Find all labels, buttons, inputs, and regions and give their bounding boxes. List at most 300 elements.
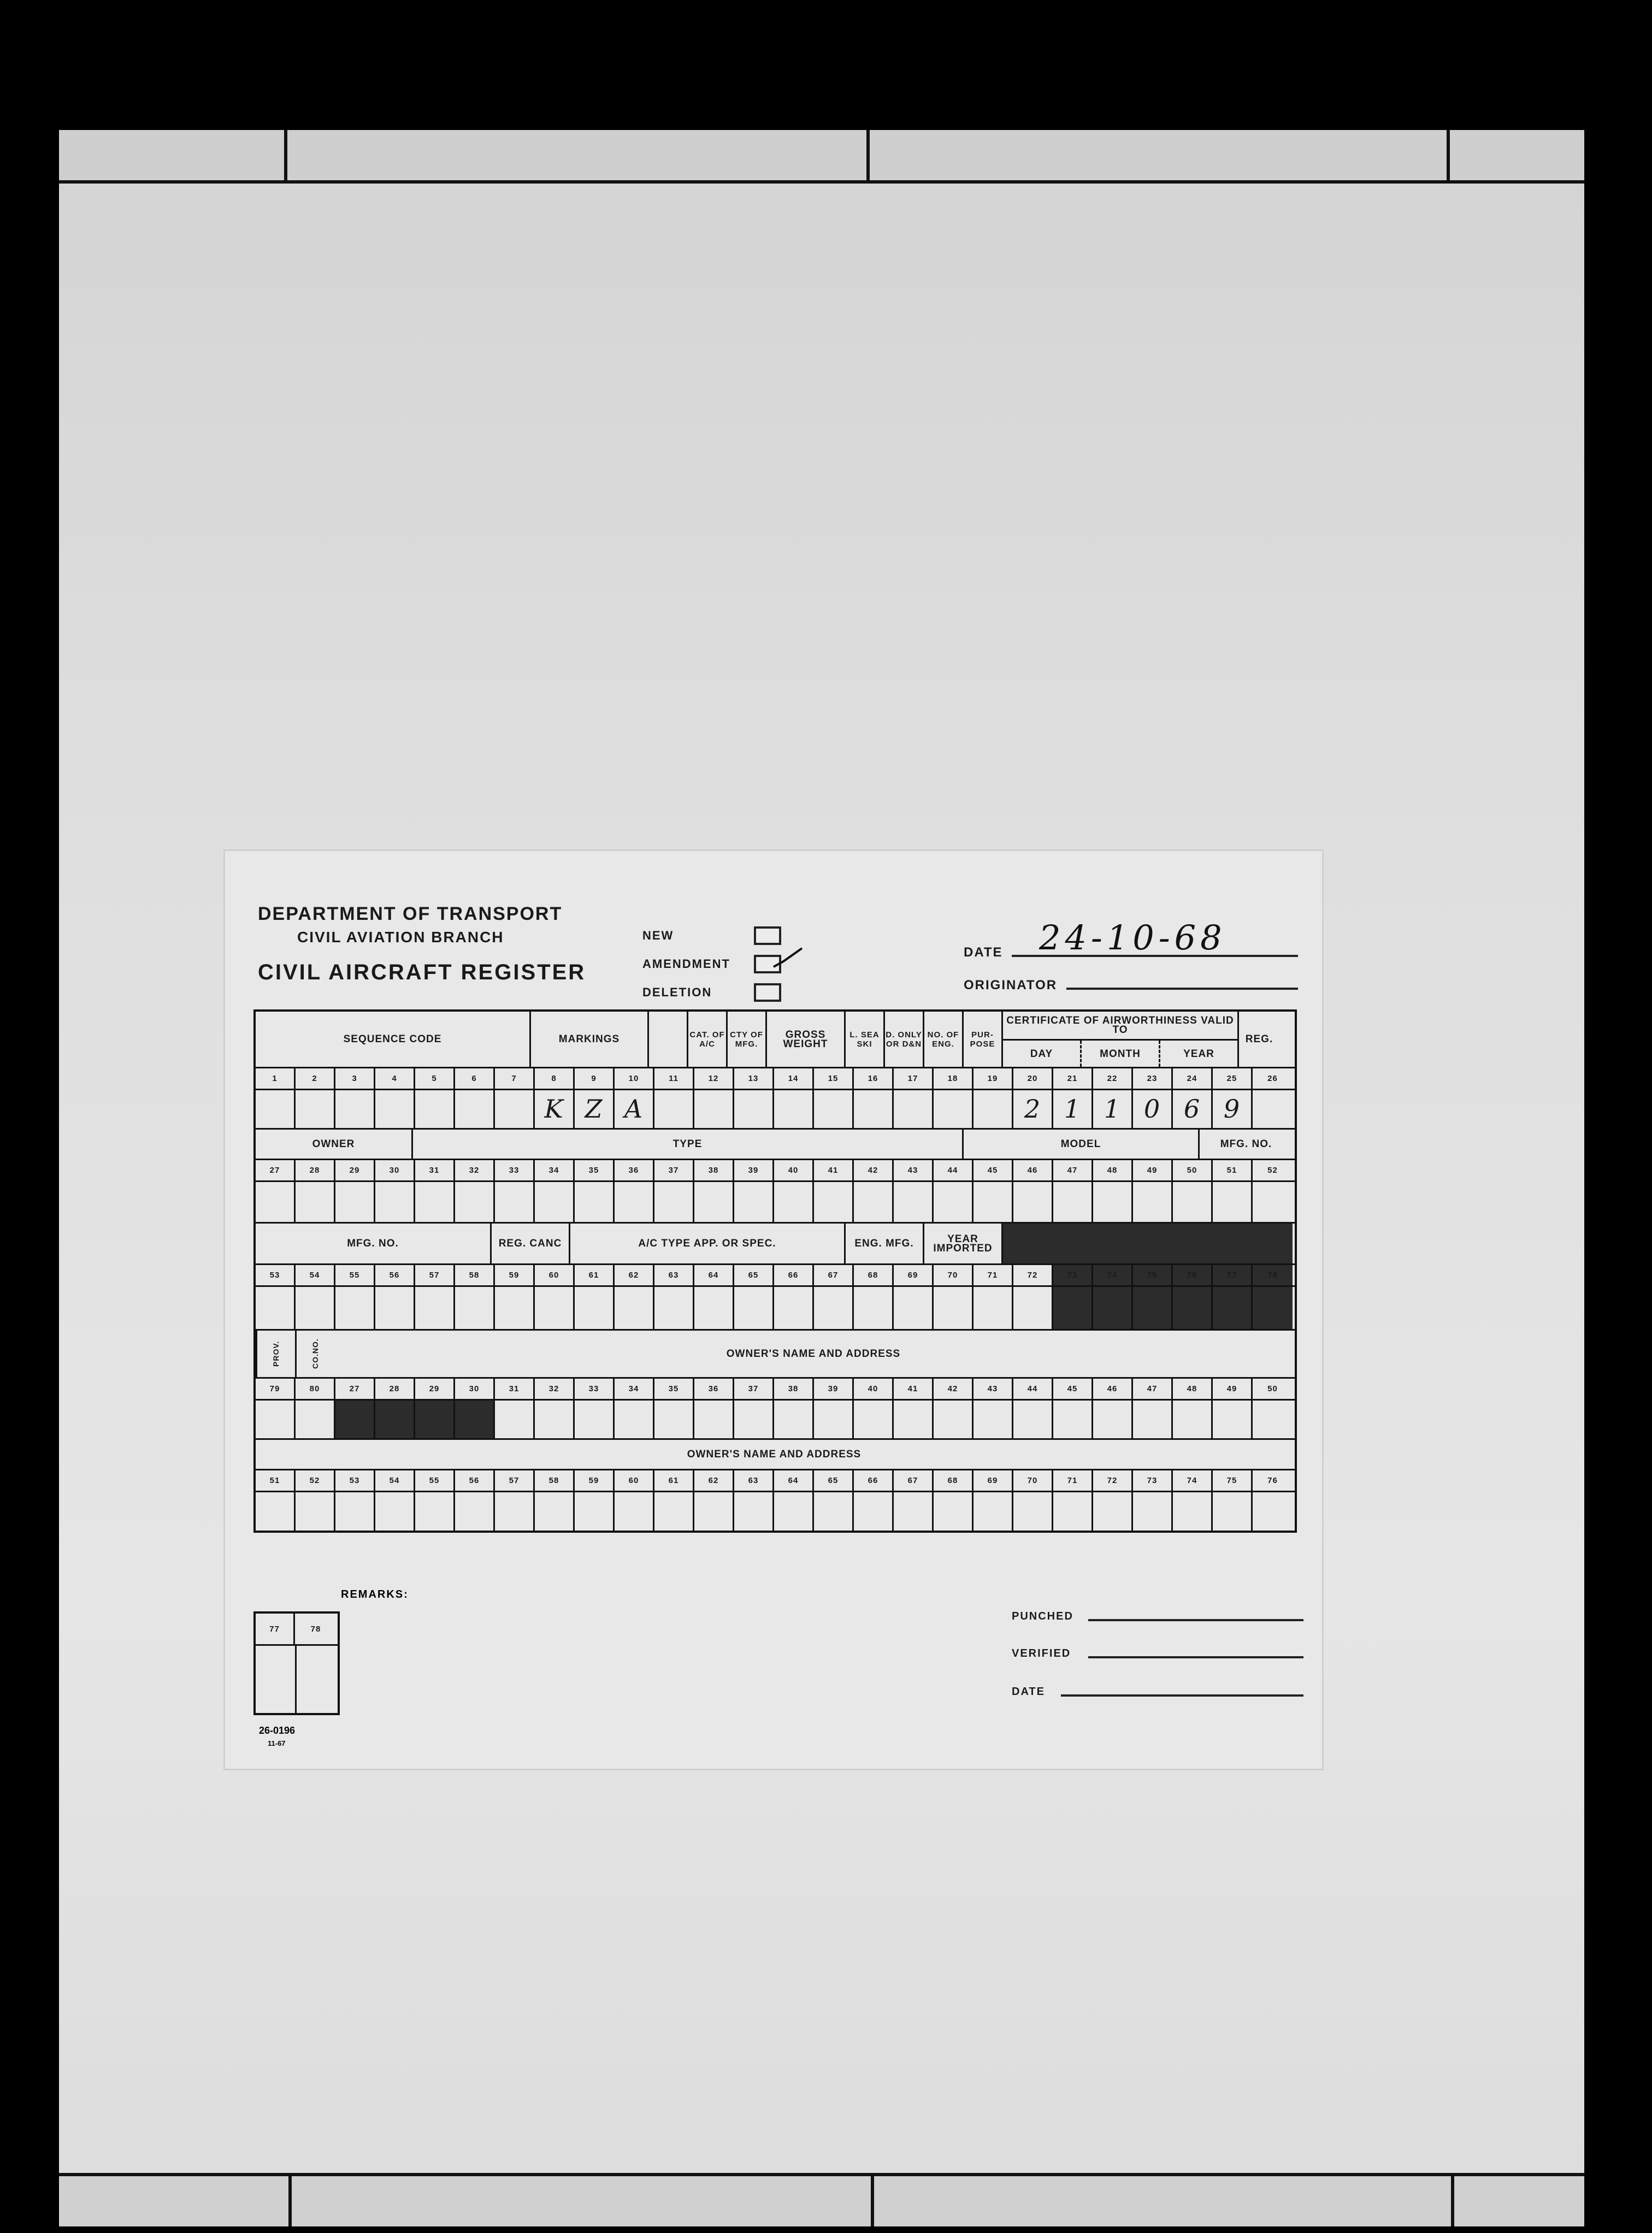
- column-number: 40: [774, 1160, 814, 1180]
- entry-cell[interactable]: [894, 1182, 934, 1222]
- remarks-box: [253, 1611, 340, 1715]
- column-number: 73: [1133, 1470, 1173, 1491]
- entry-cell[interactable]: [1213, 1401, 1253, 1438]
- entry-cell[interactable]: [974, 1182, 1013, 1222]
- form-title: CIVIL AIRCRAFT REGISTER: [258, 960, 586, 984]
- register-grid: [253, 1009, 1297, 1533]
- frame-divider: [284, 130, 287, 180]
- entry-cell[interactable]: [296, 1090, 335, 1128]
- entry-cell[interactable]: [335, 1492, 375, 1531]
- cert-year-header: YEAR: [1183, 1048, 1214, 1060]
- column-number: 8: [535, 1068, 575, 1089]
- entry-cell[interactable]: [455, 1182, 495, 1222]
- entry-cell[interactable]: [894, 1492, 934, 1531]
- entry-cell[interactable]: [455, 1287, 495, 1329]
- verified-line[interactable]: [1088, 1656, 1303, 1658]
- entry-cell[interactable]: [375, 1182, 415, 1222]
- remarks-entry-77[interactable]: [256, 1646, 297, 1715]
- column-number: 18: [934, 1068, 974, 1089]
- grid-row-header-2: [256, 1130, 1295, 1160]
- type-header: TYPE: [413, 1130, 964, 1159]
- verified-label: VERIFIED: [1012, 1647, 1071, 1659]
- entry-cell[interactable]: [974, 1090, 1013, 1128]
- column-number: 46: [1013, 1160, 1053, 1180]
- column-number: 36: [615, 1160, 654, 1180]
- entry-cell[interactable]: 2: [1013, 1090, 1053, 1128]
- column-number: 65: [734, 1265, 774, 1285]
- microfilm-page: [59, 130, 1584, 2226]
- originator-label: ORIGINATOR: [964, 978, 1058, 993]
- column-number: 33: [495, 1160, 535, 1180]
- entry-cell[interactable]: [814, 1492, 854, 1531]
- column-number: 47: [1053, 1160, 1093, 1180]
- frame-divider: [1447, 130, 1450, 180]
- entry-cell[interactable]: A: [615, 1090, 654, 1128]
- column-number: 62: [694, 1470, 734, 1491]
- column-number: 49: [1133, 1160, 1173, 1180]
- entry-cell[interactable]: [415, 1401, 455, 1438]
- column-number: 36: [694, 1379, 734, 1399]
- entry-cell[interactable]: [296, 1401, 335, 1438]
- grid-row-entry-2: [256, 1182, 1295, 1224]
- remarks-col-78: 78: [310, 1624, 321, 1634]
- entry-cell[interactable]: [495, 1287, 535, 1329]
- column-number: 80: [296, 1379, 335, 1399]
- entry-cell[interactable]: [575, 1182, 615, 1222]
- column-number: 45: [1053, 1379, 1093, 1399]
- column-number: 47: [1133, 1379, 1173, 1399]
- entry-cell[interactable]: [894, 1287, 934, 1329]
- grid-row-entry-3: [256, 1287, 1295, 1331]
- grid-row-header-3: [256, 1224, 1295, 1265]
- column-number: 11: [654, 1068, 694, 1089]
- branch-heading: CIVIL AVIATION BRANCH: [297, 929, 504, 946]
- purpose-header: PUR- POSE: [964, 1012, 1003, 1067]
- column-number: 69: [894, 1265, 934, 1285]
- column-number: 28: [296, 1160, 335, 1180]
- column-number: 79: [256, 1379, 296, 1399]
- entry-cell[interactable]: [774, 1287, 814, 1329]
- deletion-checkbox[interactable]: [754, 983, 781, 1002]
- entry-cell[interactable]: [654, 1090, 694, 1128]
- column-number: 31: [415, 1160, 455, 1180]
- new-checkbox[interactable]: [754, 926, 781, 945]
- grid-row-numbers-5: [256, 1470, 1295, 1492]
- entry-cell[interactable]: [1213, 1182, 1253, 1222]
- grid-row-numbers-1: [256, 1068, 1295, 1090]
- entry-cell[interactable]: [1173, 1182, 1213, 1222]
- entry-cell[interactable]: [854, 1090, 894, 1128]
- column-number: 60: [535, 1265, 575, 1285]
- column-number: 33: [575, 1379, 615, 1399]
- column-number: 71: [974, 1265, 1013, 1285]
- entry-cell[interactable]: [934, 1287, 974, 1329]
- column-number: 49: [1213, 1379, 1253, 1399]
- entry-cell[interactable]: [654, 1182, 694, 1222]
- entry-cell[interactable]: [814, 1401, 854, 1438]
- entry-cell[interactable]: [814, 1287, 854, 1329]
- column-number: 43: [974, 1379, 1013, 1399]
- entry-cell[interactable]: [734, 1090, 774, 1128]
- column-number: 54: [375, 1470, 415, 1491]
- entry-cell[interactable]: Z: [575, 1090, 615, 1128]
- entry-cell[interactable]: [296, 1287, 335, 1329]
- entry-cell[interactable]: [694, 1401, 734, 1438]
- shaded-block: [1003, 1224, 1293, 1263]
- column-number: 37: [654, 1160, 694, 1180]
- column-number: 10: [615, 1068, 654, 1089]
- entry-cell[interactable]: [535, 1401, 575, 1438]
- column-number: 61: [575, 1265, 615, 1285]
- column-number: 34: [615, 1379, 654, 1399]
- column-number: 76: [1173, 1265, 1213, 1285]
- column-number: 46: [1093, 1379, 1133, 1399]
- column-number: 73: [1053, 1265, 1093, 1285]
- owner-name-address-header: OWNER'S NAME AND ADDRESS: [726, 1348, 901, 1360]
- entry-cell[interactable]: [894, 1401, 934, 1438]
- grid-row-numbers-2: [256, 1160, 1295, 1182]
- column-number: 71: [1053, 1470, 1093, 1491]
- grid-row-entry-1: [256, 1090, 1295, 1130]
- column-number: 12: [694, 1068, 734, 1089]
- entry-cell[interactable]: [1173, 1287, 1213, 1329]
- entry-cell[interactable]: [615, 1182, 654, 1222]
- entry-cell[interactable]: [654, 1492, 694, 1531]
- entry-cell[interactable]: [615, 1287, 654, 1329]
- cty-header: CTY OF MFG.: [728, 1012, 767, 1067]
- column-number: 9: [575, 1068, 615, 1089]
- entry-cell[interactable]: [894, 1090, 934, 1128]
- entry-cell[interactable]: [934, 1090, 974, 1128]
- column-number: 59: [575, 1470, 615, 1491]
- entry-cell[interactable]: 1: [1053, 1090, 1093, 1128]
- entry-cell[interactable]: [335, 1182, 375, 1222]
- entry-cell[interactable]: [256, 1182, 296, 1222]
- register-card: [225, 851, 1322, 1769]
- entry-cell[interactable]: [1253, 1492, 1293, 1531]
- entry-cell[interactable]: [1053, 1401, 1093, 1438]
- column-number: 55: [335, 1265, 375, 1285]
- entry-cell[interactable]: [1053, 1287, 1093, 1329]
- entry-cell[interactable]: [1013, 1401, 1053, 1438]
- column-number: 54: [296, 1265, 335, 1285]
- column-number: 77: [1213, 1265, 1253, 1285]
- column-number: 40: [854, 1379, 894, 1399]
- entry-cell[interactable]: [974, 1401, 1013, 1438]
- column-number: 22: [1093, 1068, 1133, 1089]
- originator-line[interactable]: [1066, 988, 1298, 990]
- entry-cell[interactable]: [1133, 1401, 1173, 1438]
- top-frame-strip: [59, 130, 1584, 184]
- column-number: 16: [854, 1068, 894, 1089]
- entry-cell[interactable]: [694, 1287, 734, 1329]
- column-number: 48: [1173, 1379, 1213, 1399]
- entry-cell[interactable]: [854, 1492, 894, 1531]
- entry-cell[interactable]: [575, 1401, 615, 1438]
- entry-cell[interactable]: [694, 1182, 734, 1222]
- column-number: 72: [1013, 1265, 1053, 1285]
- bottom-frame-strip: [59, 2173, 1584, 2226]
- entry-cell[interactable]: [256, 1401, 296, 1438]
- entry-cell[interactable]: [814, 1090, 854, 1128]
- cat-header: CAT. OF A/C: [688, 1012, 728, 1067]
- entry-cell[interactable]: 1: [1093, 1090, 1133, 1128]
- prov-header: PROV.: [256, 1331, 295, 1377]
- entry-cell[interactable]: [1053, 1182, 1093, 1222]
- entry-cell[interactable]: [415, 1090, 455, 1128]
- column-number: 24: [1173, 1068, 1213, 1089]
- entry-cell[interactable]: [854, 1182, 894, 1222]
- entry-cell[interactable]: [335, 1401, 375, 1438]
- entry-cell[interactable]: [535, 1287, 575, 1329]
- column-number: 38: [774, 1379, 814, 1399]
- column-number: 56: [455, 1470, 495, 1491]
- entry-cell[interactable]: [854, 1401, 894, 1438]
- type-app-header: A/C TYPE APP. OR SPEC.: [570, 1224, 846, 1263]
- amendment-option-label: AMENDMENT: [642, 957, 730, 971]
- column-number: 35: [575, 1160, 615, 1180]
- column-number: 7: [495, 1068, 535, 1089]
- entry-cell[interactable]: [1253, 1090, 1293, 1128]
- entry-cell[interactable]: [1213, 1492, 1253, 1531]
- entry-cell[interactable]: [774, 1401, 814, 1438]
- column-number: 60: [615, 1470, 654, 1491]
- entry-cell[interactable]: [1093, 1492, 1133, 1531]
- column-number: 57: [415, 1265, 455, 1285]
- entry-cell[interactable]: [575, 1492, 615, 1531]
- column-number: 55: [415, 1470, 455, 1491]
- entry-cell[interactable]: [934, 1492, 974, 1531]
- entry-cell[interactable]: 6: [1173, 1090, 1213, 1128]
- reg-canc-header: REG. CANC: [492, 1224, 570, 1263]
- entry-cell[interactable]: [1213, 1287, 1253, 1329]
- entry-cell[interactable]: [335, 1287, 375, 1329]
- column-number: 63: [734, 1470, 774, 1491]
- entry-cell[interactable]: [774, 1182, 814, 1222]
- entry-cell[interactable]: [1173, 1492, 1213, 1531]
- column-number: 58: [535, 1470, 575, 1491]
- column-number: 68: [854, 1265, 894, 1285]
- column-number: 1: [256, 1068, 296, 1089]
- column-number: 57: [495, 1470, 535, 1491]
- cert-month-header: MONTH: [1082, 1041, 1160, 1067]
- frame-divider: [866, 130, 870, 180]
- column-number: 28: [375, 1379, 415, 1399]
- column-number: 45: [974, 1160, 1013, 1180]
- entry-cell[interactable]: [1093, 1401, 1133, 1438]
- entry-cell[interactable]: [375, 1492, 415, 1531]
- entry-cell[interactable]: [535, 1182, 575, 1222]
- entry-cell[interactable]: [694, 1492, 734, 1531]
- entry-cell[interactable]: [974, 1287, 1013, 1329]
- entry-cell[interactable]: [296, 1182, 335, 1222]
- footer-date-line[interactable]: [1061, 1694, 1303, 1697]
- entry-cell[interactable]: [1173, 1401, 1213, 1438]
- column-number: 34: [535, 1160, 575, 1180]
- entry-cell[interactable]: [455, 1401, 495, 1438]
- column-number: 53: [335, 1470, 375, 1491]
- co-no-header: CO.NO.: [295, 1331, 334, 1377]
- entry-cell[interactable]: [1133, 1287, 1173, 1329]
- entry-cell[interactable]: [495, 1090, 535, 1128]
- date-label: DATE: [964, 945, 1003, 960]
- entry-cell[interactable]: [455, 1090, 495, 1128]
- deletion-option-label: DELETION: [642, 985, 712, 999]
- entry-cell[interactable]: [934, 1401, 974, 1438]
- entry-cell[interactable]: [1133, 1492, 1173, 1531]
- entry-cell[interactable]: [814, 1182, 854, 1222]
- column-number: 74: [1173, 1470, 1213, 1491]
- cert-header: [1003, 1012, 1239, 1067]
- column-number: 61: [654, 1470, 694, 1491]
- form-revision-date: 11-67: [268, 1739, 286, 1747]
- column-number: 64: [694, 1265, 734, 1285]
- owner-name-address-header-2: OWNER'S NAME AND ADDRESS: [687, 1449, 862, 1460]
- column-number: 25: [1213, 1068, 1253, 1089]
- entry-cell[interactable]: [575, 1287, 615, 1329]
- entry-cell[interactable]: [375, 1287, 415, 1329]
- entry-cell[interactable]: [1253, 1401, 1293, 1438]
- entry-cell[interactable]: [256, 1090, 296, 1128]
- entry-cell[interactable]: [734, 1492, 774, 1531]
- column-number: 67: [814, 1265, 854, 1285]
- entry-cell[interactable]: [495, 1182, 535, 1222]
- entry-cell[interactable]: [1093, 1287, 1133, 1329]
- column-number: 52: [1267, 1166, 1278, 1175]
- entry-cell[interactable]: [734, 1401, 774, 1438]
- entry-cell[interactable]: [1133, 1182, 1173, 1222]
- column-number: 50: [1173, 1160, 1213, 1180]
- cert-title: CERTIFICATE OF AIRWORTHINESS VALID TO: [1003, 1012, 1237, 1041]
- column-number: 70: [934, 1265, 974, 1285]
- footer-date-label: DATE: [1012, 1686, 1045, 1698]
- form-number: 26-0196: [259, 1725, 296, 1736]
- entry-cell[interactable]: [256, 1492, 296, 1531]
- grid-row-header-1: [256, 1012, 1295, 1068]
- column-number: 42: [854, 1160, 894, 1180]
- entry-cell[interactable]: [495, 1401, 535, 1438]
- column-number: 51: [1213, 1160, 1253, 1180]
- column-number: 20: [1013, 1068, 1053, 1089]
- column-number: 58: [455, 1265, 495, 1285]
- entry-cell[interactable]: [774, 1090, 814, 1128]
- column-number: 38: [694, 1160, 734, 1180]
- column-number: 75: [1133, 1265, 1173, 1285]
- column-number: 41: [814, 1160, 854, 1180]
- column-number: 66: [854, 1470, 894, 1491]
- owner-header: OWNER: [256, 1130, 413, 1159]
- mfg-no-header-2: MFG. NO.: [256, 1224, 492, 1263]
- check-mark-icon: [771, 945, 804, 972]
- entry-cell[interactable]: [934, 1182, 974, 1222]
- d-only-header: D. ONLY OR D&N: [885, 1012, 924, 1067]
- entry-cell[interactable]: [535, 1492, 575, 1531]
- entry-cell[interactable]: [1013, 1182, 1053, 1222]
- column-number: 65: [814, 1470, 854, 1491]
- column-number: 63: [654, 1265, 694, 1285]
- date-value[interactable]: 24-10-68: [1039, 918, 1226, 958]
- entry-cell[interactable]: [415, 1492, 455, 1531]
- column-number: 70: [1013, 1470, 1053, 1491]
- column-number: 50: [1267, 1384, 1278, 1393]
- entry-cell[interactable]: [1053, 1492, 1093, 1531]
- entry-cell[interactable]: K: [535, 1090, 575, 1128]
- entry-cell[interactable]: [375, 1401, 415, 1438]
- entry-cell[interactable]: [415, 1287, 455, 1329]
- entry-cell[interactable]: [974, 1492, 1013, 1531]
- entry-cell[interactable]: [1013, 1492, 1053, 1531]
- entry-cell[interactable]: [495, 1492, 535, 1531]
- entry-cell[interactable]: [1253, 1287, 1293, 1329]
- entry-cell[interactable]: [375, 1090, 415, 1128]
- column-number: 21: [1053, 1068, 1093, 1089]
- entry-cell[interactable]: [455, 1492, 495, 1531]
- column-number: 75: [1213, 1470, 1253, 1491]
- column-number: 30: [455, 1379, 495, 1399]
- entry-cell[interactable]: [694, 1090, 734, 1128]
- grid-row-numbers-3: [256, 1265, 1295, 1287]
- column-number: 51: [256, 1470, 296, 1491]
- entry-cell[interactable]: [415, 1182, 455, 1222]
- entry-cell[interactable]: [615, 1492, 654, 1531]
- column-number: 30: [375, 1160, 415, 1180]
- remarks-label: REMARKS:: [341, 1588, 409, 1600]
- frame-divider: [871, 2176, 874, 2226]
- entry-cell[interactable]: [296, 1492, 335, 1531]
- sequence-code-header: SEQUENCE CODE: [256, 1012, 531, 1067]
- entry-cell[interactable]: [654, 1401, 694, 1438]
- column-number: 41: [894, 1379, 934, 1399]
- entry-cell[interactable]: [854, 1287, 894, 1329]
- entry-cell[interactable]: [256, 1287, 296, 1329]
- year-imported-header: YEAR IMPORTED: [924, 1224, 1003, 1263]
- punched-line[interactable]: [1088, 1619, 1303, 1621]
- grid-row-header-5: [256, 1440, 1295, 1470]
- column-number: 39: [814, 1379, 854, 1399]
- entry-cell[interactable]: 0: [1133, 1090, 1173, 1128]
- remarks-entry-78[interactable]: [297, 1646, 338, 1715]
- column-number: 52: [296, 1470, 335, 1491]
- column-number: 78: [1253, 1265, 1293, 1285]
- column-number: 31: [495, 1379, 535, 1399]
- model-header: MODEL: [964, 1130, 1200, 1159]
- column-number: 35: [654, 1379, 694, 1399]
- entry-cell[interactable]: [1013, 1287, 1053, 1329]
- column-number: 72: [1093, 1470, 1133, 1491]
- entry-cell[interactable]: [654, 1287, 694, 1329]
- column-number: 44: [1013, 1379, 1053, 1399]
- mfg-no-header: MFG. NO.: [1220, 1138, 1272, 1150]
- column-number: 3: [335, 1068, 375, 1089]
- entry-cell[interactable]: [1093, 1182, 1133, 1222]
- entry-cell[interactable]: [1253, 1182, 1293, 1222]
- grid-row-numbers-4: [256, 1379, 1295, 1401]
- entry-cell[interactable]: [734, 1182, 774, 1222]
- entry-cell[interactable]: 9: [1213, 1090, 1253, 1128]
- entry-cell[interactable]: [335, 1090, 375, 1128]
- column-number: 76: [1267, 1476, 1278, 1485]
- frame-divider: [1451, 2176, 1454, 2226]
- reg-header: REG.: [1245, 1033, 1273, 1045]
- column-number: 14: [774, 1068, 814, 1089]
- column-number: 32: [535, 1379, 575, 1399]
- entry-cell[interactable]: [615, 1401, 654, 1438]
- entry-cell[interactable]: [734, 1287, 774, 1329]
- column-number: 27: [335, 1379, 375, 1399]
- column-number: 39: [734, 1160, 774, 1180]
- column-number: 68: [934, 1470, 974, 1491]
- entry-cell[interactable]: [774, 1492, 814, 1531]
